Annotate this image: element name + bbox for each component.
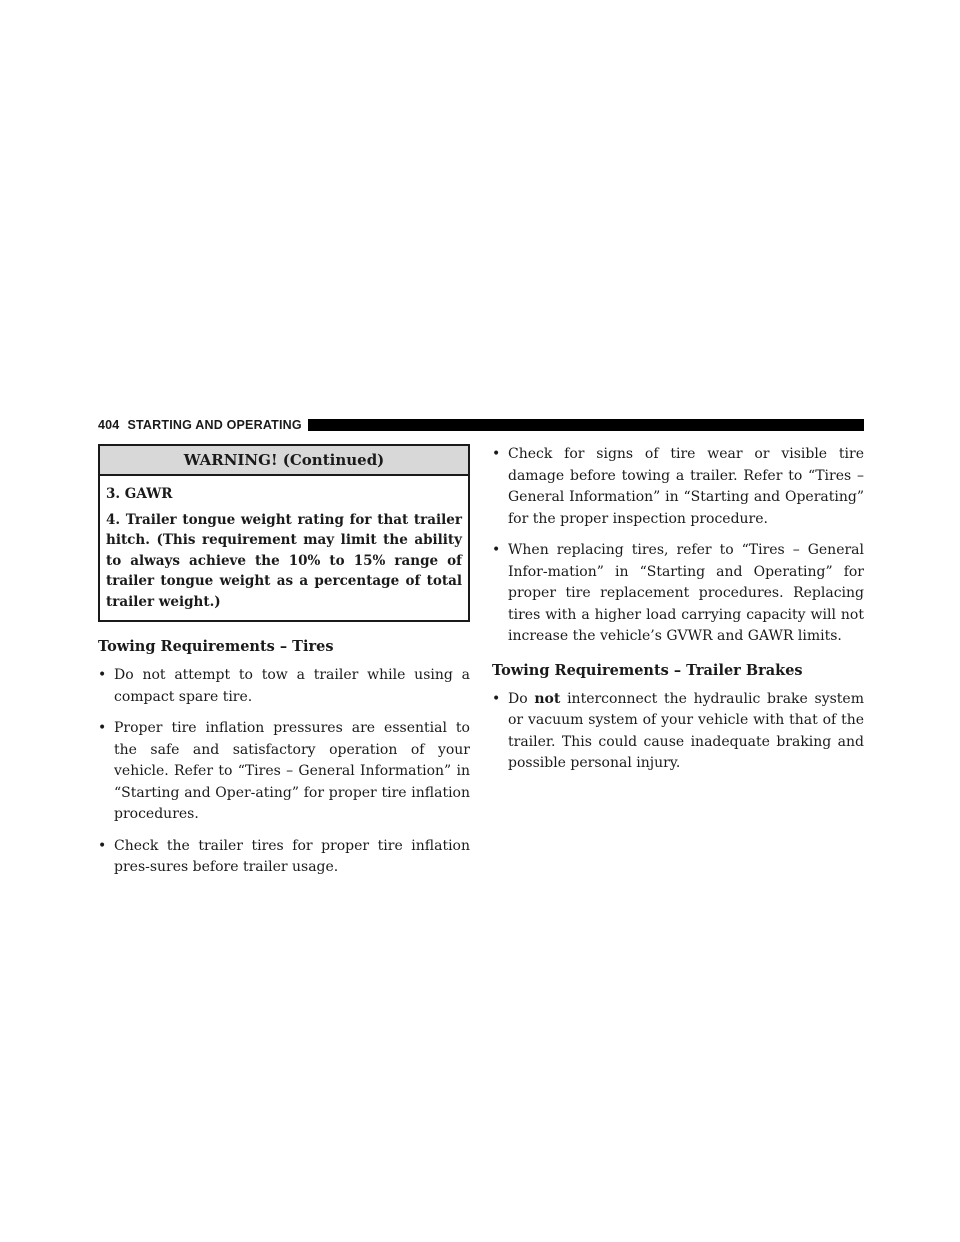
list-item-emphasis: not — [534, 690, 561, 707]
list-item-text: Check the trailer tires for proper tire inflation pres-sures before trailer usage. — [114, 837, 470, 875]
list-item-text: Check for signs of tire wear or visible tire damage before towing a trailer. Refer to “Tires – General Information” in “Starting and Operating” for the proper inspection procedure. — [508, 446, 864, 527]
warning-box — [98, 444, 470, 622]
page-number: 404 — [98, 418, 120, 432]
list-item — [98, 836, 470, 879]
bullet-icon: • — [492, 690, 501, 707]
tires-list-right — [492, 444, 864, 648]
right-column — [492, 444, 864, 785]
tires-list-left — [98, 665, 470, 879]
bullet-icon: • — [98, 837, 107, 854]
list-item-text-prefix: Do — [508, 690, 535, 707]
header-rule — [308, 419, 864, 431]
bullet-icon: • — [98, 667, 107, 683]
list-item — [98, 665, 470, 708]
bullet-icon: • — [492, 446, 501, 462]
brakes-list — [492, 689, 864, 775]
list-item — [492, 689, 864, 775]
list-item-text: interconnect the hydraulic brake system or vacuum system of your vehicle with that of the trailer. This could cause inadequate braking and possible personal injury. — [508, 690, 864, 771]
section-heading-brakes: Towing Requirements – Trailer Brakes — [492, 661, 803, 679]
warning-item: 4. Trailer tongue weight rating for that trailer hitch. (This requirement may limit the ability to always achieve the 10% to 15% range of trailer tongue weight as a percentage of total trailer weight.) — [106, 511, 462, 610]
section-title: STARTING AND OPERATING — [127, 418, 302, 432]
left-column — [98, 444, 470, 889]
list-item — [98, 718, 470, 826]
bullet-icon: • — [492, 542, 501, 558]
list-item — [492, 444, 864, 530]
section-heading-tires: Towing Requirements – Tires — [98, 638, 334, 655]
list-item-text: When replacing tires, refer to “Tires – General Infor-mation” in “Starting and Operating” for proper tire replacement procedures. Replacing tires with a higher load carrying capacity will not increase the vehicle’s GVWR and GAWR limits. — [508, 542, 864, 644]
page-header — [98, 417, 864, 433]
warning-item: 3. GAWR — [106, 486, 173, 502]
warning-body — [100, 476, 468, 620]
bullet-icon: • — [98, 720, 107, 736]
list-item-text: Do not attempt to tow a trailer while using a compact spare tire. — [114, 667, 470, 705]
list-item-text: Proper tire inflation pressures are essential to the safe and satisfactory operation of your vehicle. Refer to “Tires – General Information” in “Starting and Oper-ating” for proper tire inflation procedures. — [114, 720, 470, 822]
warning-title: WARNING! (Continued) — [100, 446, 468, 476]
list-item — [492, 540, 864, 648]
